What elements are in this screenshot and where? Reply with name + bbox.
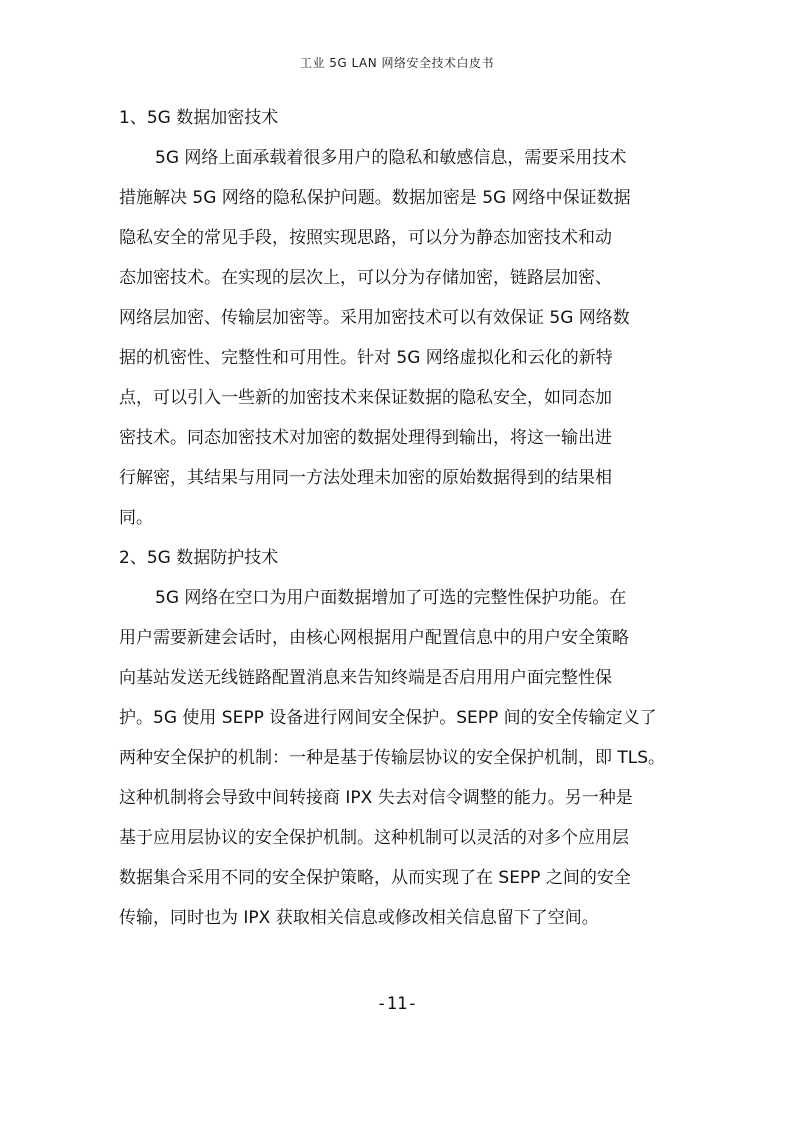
text-line: 措施解决 5G 网络的隐私保护问题。数据加密是 5G 网络中保证数据 <box>119 188 631 208</box>
page-number: -11- <box>376 994 418 1014</box>
text-line: 点，可以引入一些新的加密技术来保证数据的隐私安全，如同态加 <box>119 388 612 408</box>
text-line: 隐私安全的常见手段，按照实现思路，可以分为静态加密技术和动 <box>119 228 612 248</box>
text-line: 两种安全保护的机制：一种是基于传输层协议的安全保护机制，即 TLS。 <box>119 748 666 768</box>
text-line: 向基站发送无线链路配置消息来告知终端是否启用用户面完整性保 <box>119 668 612 688</box>
text-line: 传输，同时也为 IPX 获取相关信息或修改相关信息留下了空间。 <box>119 908 599 928</box>
text-line: 护。5G 使用 SEPP 设备进行网间安全保护。SEPP 间的安全传输定义了 <box>119 708 657 728</box>
text-line: 网络层加密、传输层加密等。采用加密技术可以有效保证 5G 网络数 <box>119 308 630 328</box>
text-line: 态加密技术。在实现的层次上，可以分为存储加密，链路层加密、 <box>119 268 612 288</box>
document-body <box>119 98 689 938</box>
text-line: 这种机制将会导致中间转接商 IPX 失去对信令调整的能力。另一种是 <box>119 788 633 808</box>
text-line: 基于应用层协议的安全保护机制。这种机制可以灵活的对多个应用层 <box>119 828 629 848</box>
paragraph-encryption <box>119 138 689 538</box>
section-heading-protection: 2、5G 数据防护技术 <box>119 548 279 568</box>
text-line: 据的机密性、完整性和可用性。针对 5G 网络虚拟化和云化的新特 <box>119 348 613 368</box>
text-line: 5G 网络上面承载着很多用户的隐私和敏感信息，需要采用技术 <box>155 148 627 168</box>
text-line: 密技术。同态加密技术对加密的数据处理得到输出，将这一输出进 <box>119 428 612 448</box>
text-line: 数据集合采用不同的安全保护策略，从而实现了在 SEPP 之间的安全 <box>119 868 631 888</box>
text-line: 5G 网络在空口为用户面数据增加了可选的完整性保护功能。在 <box>155 588 627 608</box>
section-heading-encryption: 1、5G 数据加密技术 <box>119 108 279 128</box>
paragraph-protection <box>119 578 689 938</box>
text-line: 同。 <box>119 508 153 528</box>
text-line: 行解密，其结果与用同一方法处理未加密的原始数据得到的结果相 <box>119 468 612 488</box>
text-line: 用户需要新建会话时，由核心网根据用户配置信息中的用户安全策略 <box>119 628 629 648</box>
running-header: 工业 5G LAN 网络安全技术白皮书 <box>299 56 495 70</box>
